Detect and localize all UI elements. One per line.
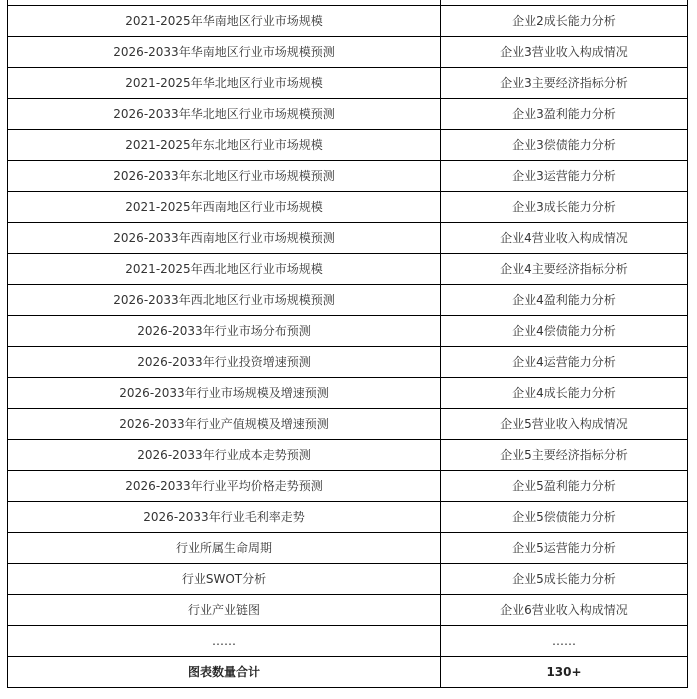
table-cell-right: 企业3主要经济指标分析 bbox=[441, 68, 688, 99]
table-row-total bbox=[8, 657, 688, 688]
table-cell-right: 企业3盈利能力分析 bbox=[441, 99, 688, 130]
table-cell-left: 2026-2033年行业投资增速预测 bbox=[8, 347, 441, 378]
chart-list-table bbox=[7, 0, 688, 688]
table-cell-right: 企业4运营能力分析 bbox=[441, 347, 688, 378]
table-cell-left: 行业所属生命周期 bbox=[8, 533, 441, 564]
table-cell-left: 2026-2033年行业成本走势预测 bbox=[8, 440, 441, 471]
table-cell-left: 2021-2025年东北地区行业市场规模 bbox=[8, 130, 441, 161]
table-cell-right: 企业3偿债能力分析 bbox=[441, 130, 688, 161]
table-row bbox=[8, 161, 688, 192]
table-row bbox=[8, 316, 688, 347]
table-row bbox=[8, 347, 688, 378]
table-row bbox=[8, 99, 688, 130]
table-row bbox=[8, 471, 688, 502]
table-cell-right: 企业3成长能力分析 bbox=[441, 192, 688, 223]
table-cell-left: 2021-2025年华北地区行业市场规模 bbox=[8, 68, 441, 99]
table-cell-right: 企业4营业收入构成情况 bbox=[441, 223, 688, 254]
table-cell-right: 企业4成长能力分析 bbox=[441, 378, 688, 409]
table-row bbox=[8, 68, 688, 99]
table-cell-right: 企业3运营能力分析 bbox=[441, 161, 688, 192]
table-cell-right: 企业4盈利能力分析 bbox=[441, 285, 688, 316]
table-row bbox=[8, 409, 688, 440]
table-row bbox=[8, 502, 688, 533]
table-cell-right: 企业4主要经济指标分析 bbox=[441, 254, 688, 285]
table-cell-left: 2026-2033年行业平均价格走势预测 bbox=[8, 471, 441, 502]
table-row bbox=[8, 6, 688, 37]
table-cell-right: 企业6营业收入构成情况 bbox=[441, 595, 688, 626]
table-row bbox=[8, 564, 688, 595]
table-row bbox=[8, 285, 688, 316]
table-row bbox=[8, 595, 688, 626]
table-cell-left: 2026-2033年华北地区行业市场规模预测 bbox=[8, 99, 441, 130]
table-row bbox=[8, 440, 688, 471]
table-cell-left: 2026-2033年行业产值规模及增速预测 bbox=[8, 409, 441, 440]
table-cell-right: 企业5主要经济指标分析 bbox=[441, 440, 688, 471]
table-cell-left: 2021-2025年华南地区行业市场规模 bbox=[8, 6, 441, 37]
table-cell-left: 2026-2033年西北地区行业市场规模预测 bbox=[8, 285, 441, 316]
table-row bbox=[8, 254, 688, 285]
table-cell-right: 企业5盈利能力分析 bbox=[441, 471, 688, 502]
table-cell-right: 企业5成长能力分析 bbox=[441, 564, 688, 595]
table-cell-right: …… bbox=[441, 626, 688, 657]
table-cell-left: 行业产业链图 bbox=[8, 595, 441, 626]
table-cell-right: 企业5营业收入构成情况 bbox=[441, 409, 688, 440]
table-cell-left: …… bbox=[8, 626, 441, 657]
table-row bbox=[8, 130, 688, 161]
table-row bbox=[8, 378, 688, 409]
table-row bbox=[8, 192, 688, 223]
table-cell-left: 行业SWOT分析 bbox=[8, 564, 441, 595]
table-cell-right: 企业4偿债能力分析 bbox=[441, 316, 688, 347]
table-cell-left: 2026-2033年西南地区行业市场规模预测 bbox=[8, 223, 441, 254]
table-row bbox=[8, 533, 688, 564]
table-cell-left: 2026-2033年行业毛利率走势 bbox=[8, 502, 441, 533]
table-cell-left: 2026-2033年华南地区行业市场规模预测 bbox=[8, 37, 441, 68]
total-value: 130+ bbox=[441, 657, 688, 688]
table-cell-left: 2021-2025年西北地区行业市场规模 bbox=[8, 254, 441, 285]
table-row-ellipsis bbox=[8, 626, 688, 657]
table-cell-right: 企业3营业收入构成情况 bbox=[441, 37, 688, 68]
table-cell-right: 企业5运营能力分析 bbox=[441, 533, 688, 564]
table-cell-left: 2026-2033年行业市场分布预测 bbox=[8, 316, 441, 347]
table-cell-left: 2026-2033年东北地区行业市场规模预测 bbox=[8, 161, 441, 192]
table-row bbox=[8, 223, 688, 254]
chart-list-table-container bbox=[7, 0, 687, 688]
table-row bbox=[8, 37, 688, 68]
table-cell-left: 2026-2033年行业市场规模及增速预测 bbox=[8, 378, 441, 409]
table-cell-right: 企业5偿债能力分析 bbox=[441, 502, 688, 533]
table-cell-left: 2021-2025年西南地区行业市场规模 bbox=[8, 192, 441, 223]
table-cell-right: 企业2成长能力分析 bbox=[441, 6, 688, 37]
total-label: 图表数量合计 bbox=[8, 657, 441, 688]
